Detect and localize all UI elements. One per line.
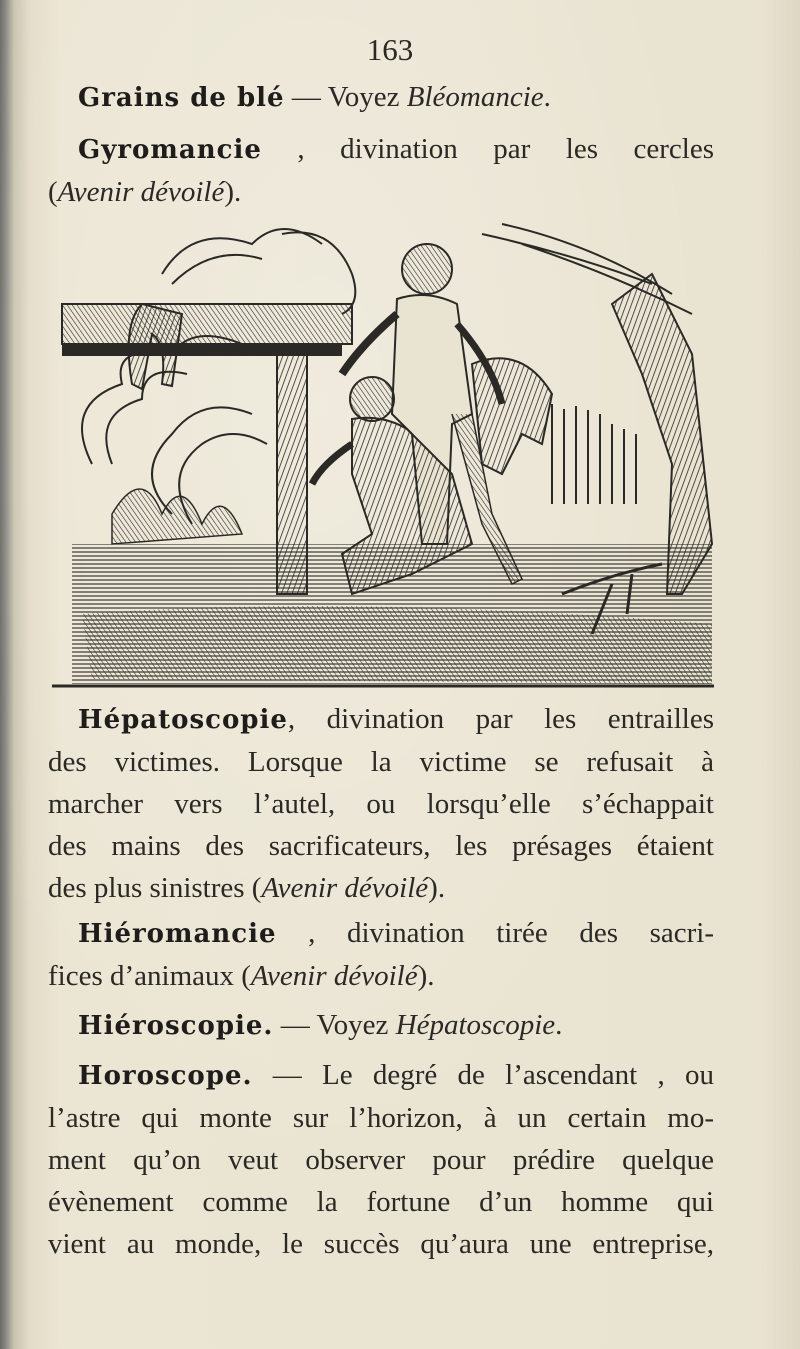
entry-line xyxy=(48,1181,714,1223)
entry-line xyxy=(48,128,714,171)
entry-line xyxy=(48,1097,714,1139)
entry-line xyxy=(48,1054,714,1097)
cross-reference: Hépatoscopie xyxy=(395,1009,556,1041)
entry-text: ). xyxy=(224,176,242,208)
entry-text: vient au monde, le succès qu’aura une entreprise, xyxy=(48,1228,714,1260)
entry-headword: Hiéroscopie. xyxy=(78,1011,274,1041)
entry-text: — Voyez xyxy=(284,81,407,113)
woodcut-sacrifice-scene-icon xyxy=(52,214,714,696)
entry-text: , divination tirée des sacri- xyxy=(276,917,714,949)
entry-text: — Le degré de l’ascendant , ou xyxy=(252,1059,714,1091)
source-citation: Avenir dévoilé xyxy=(57,176,225,208)
entry-hieromancie xyxy=(48,912,714,997)
entry-line xyxy=(48,783,714,825)
entry-line xyxy=(48,171,714,213)
entry-text: , divination par les entrailles xyxy=(287,703,714,735)
entry-text: ment qu’on veut observer pour prédire quelque xyxy=(48,1144,714,1176)
entry-text: — Voyez xyxy=(273,1009,396,1041)
entry-text: marcher vers l’autel, ou lorsqu’elle s’échappait xyxy=(48,788,714,820)
entry-headword: Hiéromancie xyxy=(78,919,277,949)
entry-line xyxy=(48,867,714,909)
entry-line xyxy=(48,741,714,783)
entry-line xyxy=(48,1004,714,1047)
entry-headword: Horoscope. xyxy=(78,1061,253,1091)
entry-line xyxy=(48,912,714,955)
entry-line xyxy=(48,1139,714,1181)
entry-text: des plus sinistres ( xyxy=(48,872,262,904)
entry-hepatoscopie xyxy=(48,698,714,909)
entry-text: . xyxy=(555,1009,563,1041)
entry-headword: Grains de blé xyxy=(78,83,285,113)
entry-line xyxy=(48,955,714,997)
entry-headword: Hépatoscopie xyxy=(78,705,288,735)
entry-text: ). xyxy=(417,960,435,992)
entry-line xyxy=(48,1223,714,1265)
source-citation: Avenir dévoilé xyxy=(261,872,429,904)
entry-headword: Gyromancie xyxy=(78,135,262,165)
entry-grains-de-ble xyxy=(48,76,714,119)
entry-horoscope xyxy=(48,1054,714,1265)
entry-text: , divination par les cercles xyxy=(261,133,714,165)
page-number: 163 xyxy=(366,32,414,67)
entry-line xyxy=(48,76,714,119)
entry-hieroscopie xyxy=(48,1004,714,1047)
entry-text: . xyxy=(543,81,551,113)
cross-reference: Bléomancie xyxy=(406,81,544,113)
entry-gyromancie xyxy=(48,128,714,213)
entry-text: l’astre qui monte sur l’horizon, à un certain mo- xyxy=(48,1102,714,1134)
entry-text: des victimes. Lorsque la victime se refusait à xyxy=(48,746,714,778)
entry-text: ). xyxy=(428,872,446,904)
entry-line xyxy=(48,825,714,867)
entry-text: fices d’animaux ( xyxy=(48,960,251,992)
source-citation: Avenir dévoilé xyxy=(250,960,418,992)
entry-line xyxy=(48,698,714,741)
entry-text: ( xyxy=(48,176,58,208)
entry-text: évènement comme la fortune d’un homme qui xyxy=(48,1186,714,1218)
entry-text: des mains des sacrificateurs, les présages étaient xyxy=(48,830,714,862)
